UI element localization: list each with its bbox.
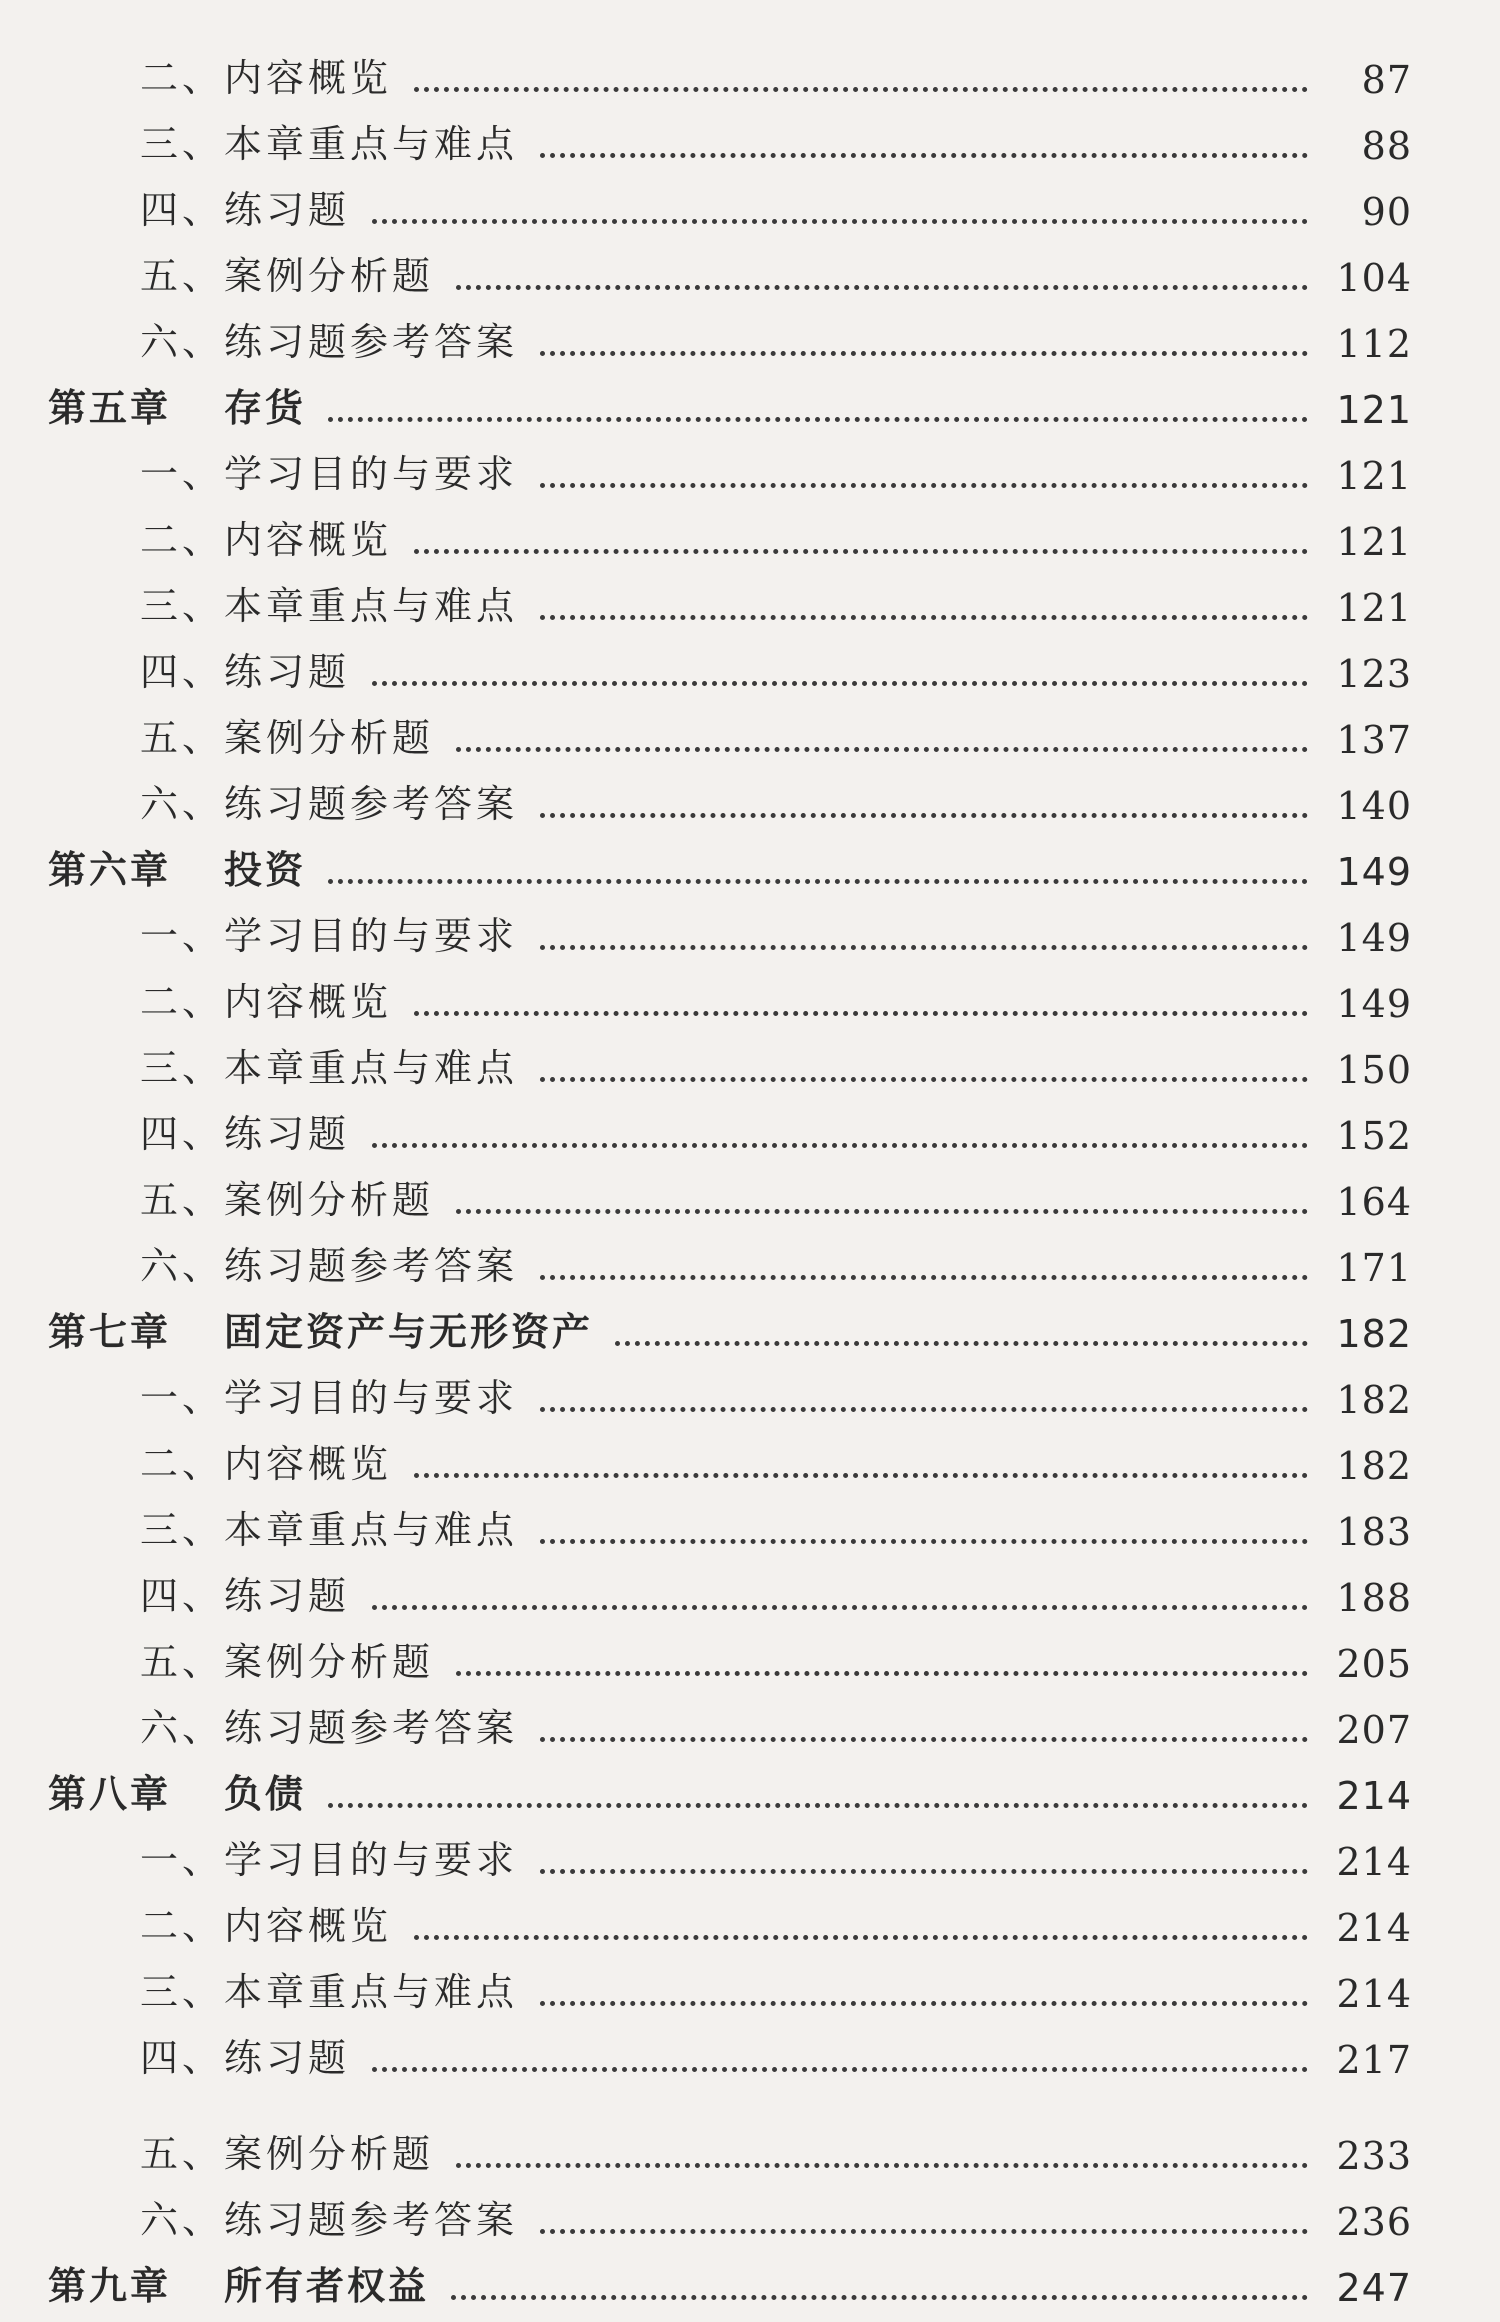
toc-page-number: 214	[1336, 1972, 1412, 2016]
toc-section-label: 三、本章重点与难点	[140, 1046, 519, 1090]
toc-page-number: 205	[1336, 1642, 1412, 1686]
toc-section-label: 五、案例分析题	[140, 716, 435, 760]
dot-leader	[540, 2229, 1308, 2234]
dot-leader	[456, 1671, 1308, 1676]
toc-section-label: 六、练习题参考答案	[140, 1244, 519, 1288]
toc-section-label: 五、案例分析题	[140, 254, 435, 298]
dot-leader	[540, 153, 1308, 158]
toc-chapter-label: 所有者权益	[224, 2264, 430, 2308]
dot-leader	[456, 2163, 1308, 2168]
toc-page-number: 217	[1336, 2038, 1412, 2082]
toc-page-number: 152	[1336, 1114, 1412, 1158]
toc-section-label: 四、练习题	[140, 1574, 351, 1618]
dot-leader	[414, 549, 1308, 554]
toc-section-label: 二、内容概览	[140, 980, 393, 1024]
toc-chapter-title	[48, 2255, 429, 2310]
toc-section-label: 一、学习目的与要求	[140, 914, 519, 958]
toc-page-number: 88	[1361, 124, 1412, 168]
toc-page-number: 112	[1336, 322, 1412, 366]
toc-section-row[interactable]	[48, 894, 1412, 960]
toc-chapter-label: 投资	[224, 848, 307, 892]
dot-leader	[540, 351, 1308, 356]
toc-section-row[interactable]	[48, 2178, 1412, 2244]
toc-page-number: 137	[1336, 718, 1412, 762]
toc-section-label: 六、练习题参考答案	[140, 320, 519, 364]
toc-chapter-label: 负债	[224, 1772, 307, 1816]
toc-chapter-row[interactable]	[48, 2244, 1412, 2310]
toc-chapter-number: 第八章	[48, 1772, 172, 1816]
toc-chapter-row[interactable]	[48, 1752, 1412, 1818]
toc-page-number: 149	[1336, 916, 1412, 960]
toc-section-label: 六、练习题参考答案	[140, 1706, 519, 1750]
dot-leader	[456, 285, 1308, 290]
toc-page-number: 182	[1336, 1444, 1412, 1488]
toc-page-number: 104	[1336, 256, 1412, 300]
toc-page-number: 236	[1336, 2200, 1412, 2244]
toc-chapter-row[interactable]	[48, 1290, 1412, 1356]
toc-section-row[interactable]	[48, 1224, 1412, 1290]
toc-page-number: 214	[1336, 1906, 1412, 1950]
toc-section-label: 二、内容概览	[140, 56, 393, 100]
toc-section-label: 三、本章重点与难点	[140, 1970, 519, 2014]
toc-section-label: 四、练习题	[140, 1112, 351, 1156]
toc-section-row[interactable]	[48, 1818, 1412, 1884]
toc-section-row[interactable]	[48, 234, 1412, 300]
toc-section-label: 一、学习目的与要求	[140, 1838, 519, 1882]
dot-leader	[540, 1737, 1308, 1742]
toc-section-label: 三、本章重点与难点	[140, 1508, 519, 1552]
toc-section-row[interactable]	[48, 1158, 1412, 1224]
toc-section-row[interactable]	[48, 168, 1412, 234]
dot-leader	[451, 2295, 1308, 2300]
toc-chapter-title	[48, 1301, 593, 1356]
toc-chapter-title	[48, 377, 306, 432]
toc-section-row[interactable]	[48, 960, 1412, 1026]
toc-page-number: 121	[1336, 454, 1412, 498]
toc-section-label: 一、学习目的与要求	[140, 1376, 519, 1420]
toc-chapter-number: 第六章	[48, 848, 172, 892]
toc-section-label: 六、练习题参考答案	[140, 782, 519, 826]
toc-section-label: 六、练习题参考答案	[140, 2198, 519, 2242]
dot-leader	[456, 747, 1308, 752]
dot-leader	[615, 1341, 1308, 1346]
toc-page-number: 121	[1336, 388, 1412, 432]
dot-leader	[328, 1803, 1308, 1808]
toc-page-number: 149	[1336, 850, 1412, 894]
dot-leader	[540, 1275, 1308, 1280]
toc-section-row[interactable]	[48, 696, 1412, 762]
toc-page-number: 121	[1336, 520, 1412, 564]
toc-section-label: 五、案例分析题	[140, 1640, 435, 1684]
toc-page-number: 188	[1336, 1576, 1412, 1620]
toc-section-row[interactable]	[48, 1884, 1412, 1950]
dot-leader	[540, 1077, 1308, 1082]
toc-page-number: 247	[1336, 2266, 1412, 2310]
toc-chapter-number: 第五章	[48, 386, 172, 430]
dot-leader	[372, 2067, 1308, 2072]
toc-chapter-number: 第九章	[48, 2264, 172, 2308]
dot-leader	[372, 219, 1308, 224]
toc-chapter-row[interactable]	[48, 828, 1412, 894]
dot-leader	[456, 1209, 1308, 1214]
dot-leader	[414, 87, 1308, 92]
toc-section-row[interactable]	[48, 564, 1412, 630]
dot-leader	[540, 2001, 1308, 2006]
toc-section-label: 五、案例分析题	[140, 1178, 435, 1222]
toc-section-label: 二、内容概览	[140, 1904, 393, 1948]
toc-section-row[interactable]	[48, 762, 1412, 828]
toc-page-number: 90	[1361, 190, 1412, 234]
toc-chapter-title	[48, 1763, 306, 1818]
toc-page-number: 233	[1336, 2134, 1412, 2178]
toc-section-row[interactable]	[48, 1422, 1412, 1488]
toc-list	[48, 36, 1412, 2310]
dot-leader	[540, 483, 1308, 488]
dot-leader	[540, 1869, 1308, 1874]
dot-leader	[372, 1143, 1308, 1148]
toc-page-number: 207	[1336, 1708, 1412, 1752]
toc-section-row[interactable]	[48, 432, 1412, 498]
page-gap	[48, 2082, 1412, 2112]
dot-leader	[372, 1605, 1308, 1610]
toc-page-number: 121	[1336, 586, 1412, 630]
toc-section-row[interactable]	[48, 1950, 1412, 2016]
toc-section-label: 三、本章重点与难点	[140, 122, 519, 166]
toc-section-row[interactable]	[48, 36, 1412, 102]
toc-page-number: 182	[1336, 1312, 1412, 1356]
toc-section-row[interactable]	[48, 1620, 1412, 1686]
dot-leader	[540, 813, 1308, 818]
toc-section-label: 五、案例分析题	[140, 2132, 435, 2176]
toc-section-label: 二、内容概览	[140, 1442, 393, 1486]
toc-page-number: 87	[1361, 58, 1412, 102]
dot-leader	[540, 945, 1308, 950]
toc-chapter-number: 第七章	[48, 1310, 172, 1354]
dot-leader	[328, 417, 1308, 422]
dot-leader	[414, 1011, 1308, 1016]
dot-leader	[540, 1407, 1308, 1412]
toc-section-row[interactable]	[48, 300, 1412, 366]
toc-section-label: 四、练习题	[140, 650, 351, 694]
toc-chapter-row[interactable]	[48, 366, 1412, 432]
toc-section-row[interactable]	[48, 102, 1412, 168]
toc-page-number: 150	[1336, 1048, 1412, 1092]
toc-chapter-label: 固定资产与无形资产	[224, 1310, 594, 1354]
toc-section-row[interactable]	[48, 2016, 1412, 2082]
toc-chapter-label: 存货	[224, 386, 307, 430]
toc-chapter-title	[48, 839, 306, 894]
dot-leader	[372, 681, 1308, 686]
toc-section-row[interactable]	[48, 1092, 1412, 1158]
toc-section-label: 四、练习题	[140, 2036, 351, 2080]
toc-section-row[interactable]	[48, 2112, 1412, 2178]
toc-page-number: 164	[1336, 1180, 1412, 1224]
toc-section-label: 一、学习目的与要求	[140, 452, 519, 496]
toc-page-number: 182	[1336, 1378, 1412, 1422]
toc-section-row[interactable]	[48, 1554, 1412, 1620]
toc-section-row[interactable]	[48, 498, 1412, 564]
toc-section-row[interactable]	[48, 630, 1412, 696]
dot-leader	[414, 1935, 1308, 1940]
dot-leader	[328, 879, 1308, 884]
toc-page-number: 214	[1336, 1774, 1412, 1818]
dot-leader	[414, 1473, 1308, 1478]
dot-leader	[540, 1539, 1308, 1544]
toc-section-label: 四、练习题	[140, 188, 351, 232]
toc-page-number: 140	[1336, 784, 1412, 828]
toc-section-row[interactable]	[48, 1488, 1412, 1554]
dot-leader	[540, 615, 1308, 620]
toc-section-row[interactable]	[48, 1026, 1412, 1092]
toc-section-label: 三、本章重点与难点	[140, 584, 519, 628]
toc-page-number: 183	[1336, 1510, 1412, 1554]
toc-page-number: 149	[1336, 982, 1412, 1026]
toc-section-row[interactable]	[48, 1356, 1412, 1422]
toc-page-number: 123	[1336, 652, 1412, 696]
toc-page-number: 214	[1336, 1840, 1412, 1884]
toc-page-number: 171	[1336, 1246, 1412, 1290]
toc-section-row[interactable]	[48, 1686, 1412, 1752]
toc-section-label: 二、内容概览	[140, 518, 393, 562]
